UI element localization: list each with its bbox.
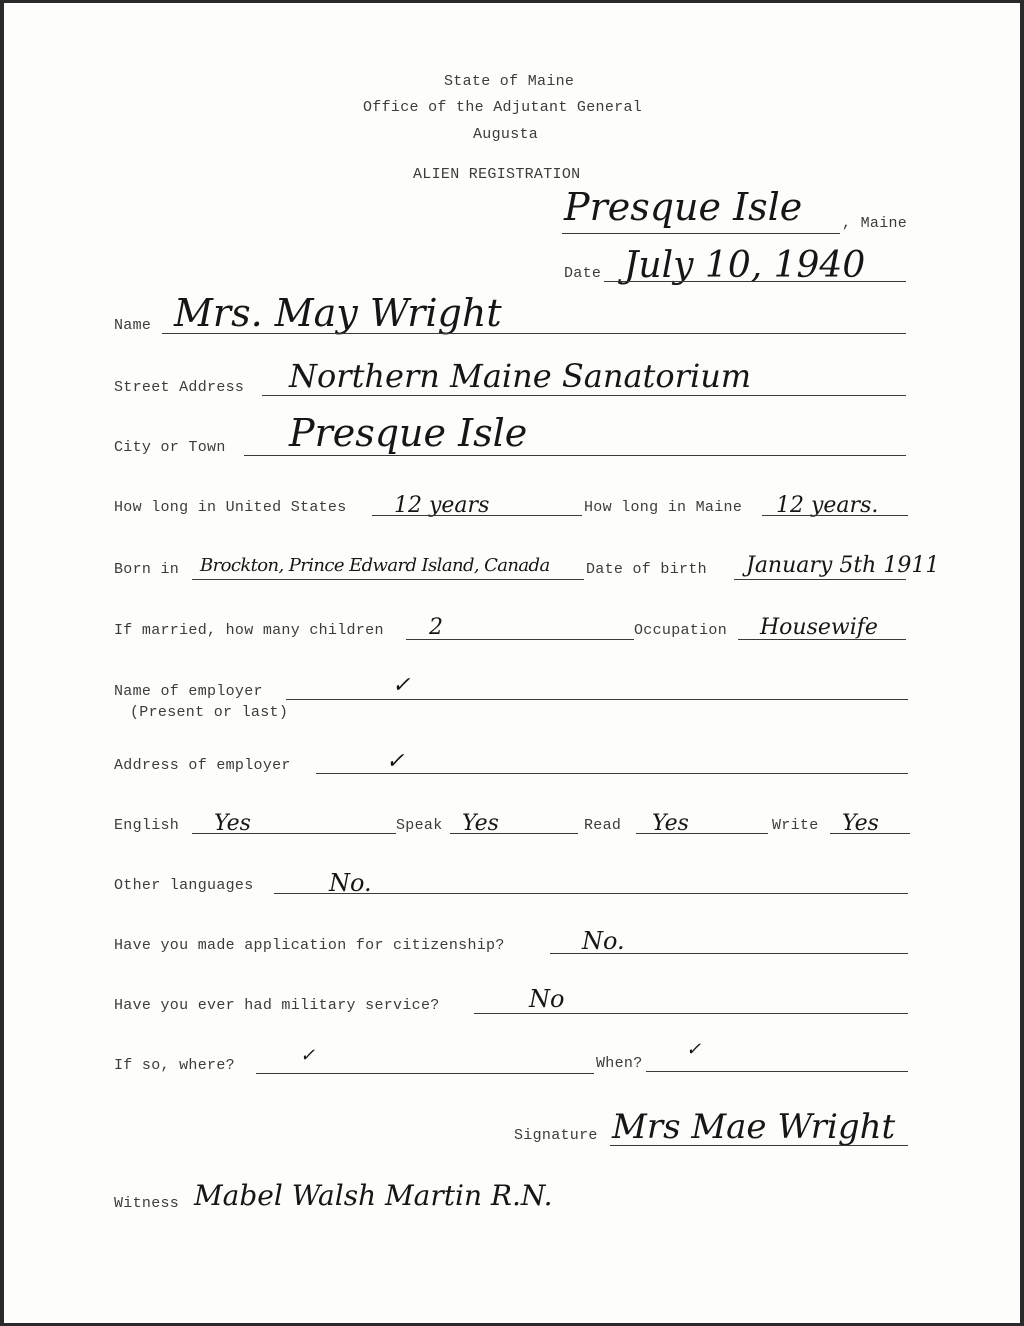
header-state: State of Maine — [444, 73, 575, 90]
birth-date-line — [734, 579, 906, 580]
town-line — [562, 233, 840, 234]
name-value: Mrs. May Wright — [174, 291, 502, 335]
write-value: Yes — [842, 811, 879, 836]
employer-address-line — [316, 773, 908, 774]
street-line — [262, 395, 906, 396]
read-value: Yes — [652, 811, 689, 836]
where-label: If so, where? — [114, 1057, 235, 1074]
write-line — [830, 833, 910, 834]
children-value: 2 — [429, 615, 443, 640]
speak-label: Speak — [396, 817, 443, 834]
employer-label: Name of employer — [114, 683, 263, 700]
date-of-birth-label: Date of birth — [586, 561, 707, 578]
date-line — [604, 281, 906, 282]
employer-check: ✓ — [392, 673, 411, 698]
header-city: Augusta — [473, 126, 539, 143]
occupation-value: Housewife — [760, 615, 878, 640]
occupation-line — [738, 639, 906, 640]
signature-line — [610, 1145, 908, 1146]
how-long-us-label: How long in United States — [114, 499, 347, 516]
date-label: Date — [564, 265, 602, 282]
military-value: No — [529, 985, 565, 1013]
maine-label: , Maine — [842, 215, 908, 232]
city-value: Presque Isle — [289, 411, 528, 455]
when-line — [646, 1071, 908, 1072]
write-label: Write — [772, 817, 819, 834]
military-line — [474, 1013, 908, 1014]
years-maine-line — [762, 515, 908, 516]
years-us-line — [372, 515, 582, 516]
date-value: July 10, 1940 — [624, 245, 866, 286]
city-line — [244, 455, 906, 456]
born-label: Born in — [114, 561, 180, 578]
street-label: Street Address — [114, 379, 245, 396]
employer-sublabel: (Present or last) — [130, 704, 289, 721]
born-line — [192, 579, 584, 580]
citizenship-label: Have you made application for citizenship? — [114, 937, 505, 954]
citizenship-value: No. — [582, 927, 625, 955]
speak-line — [450, 833, 578, 834]
years-us-value: 12 years — [394, 493, 490, 518]
other-languages-value: No. — [329, 869, 372, 897]
name-line — [162, 333, 906, 334]
form-title: ALIEN REGISTRATION — [413, 166, 581, 183]
employer-address-label: Address of employer — [114, 757, 291, 774]
years-maine-value: 12 years. — [776, 493, 879, 518]
born-value: Brockton, Prince Edward Island, Canada — [200, 555, 550, 576]
birth-date-value: January 5th 1911 — [746, 553, 940, 578]
english-value: Yes — [214, 811, 251, 836]
children-label: If married, how many children — [114, 622, 384, 639]
header-office: Office of the Adjutant General — [363, 99, 643, 116]
read-label: Read — [584, 817, 622, 834]
english-label: English — [114, 817, 180, 834]
street-value: Northern Maine Sanatorium — [289, 357, 752, 395]
children-line — [406, 639, 634, 640]
witness-label: Witness — [114, 1195, 180, 1212]
where-check: ✓ — [300, 1045, 316, 1066]
witness-value: Mabel Walsh Martin R.N. — [194, 1179, 553, 1212]
when-check: ✓ — [686, 1039, 702, 1060]
citizenship-line — [550, 953, 908, 954]
occupation-label: Occupation — [634, 622, 728, 639]
read-line — [636, 833, 768, 834]
employer-line — [286, 699, 908, 700]
other-languages-label: Other languages — [114, 877, 254, 894]
signature-value: Mrs Mae Wright — [612, 1107, 896, 1147]
where-line — [256, 1073, 594, 1074]
registration-form — [4, 3, 1020, 1323]
name-label: Name — [114, 317, 152, 334]
speak-value: Yes — [462, 811, 499, 836]
town-value: Presque Isle — [564, 185, 803, 229]
other-languages-line — [274, 893, 908, 894]
military-label: Have you ever had military service? — [114, 997, 440, 1014]
how-long-maine-label: How long in Maine — [584, 499, 743, 516]
when-label: When? — [596, 1055, 643, 1072]
city-label: City or Town — [114, 439, 226, 456]
signature-label: Signature — [514, 1127, 598, 1144]
english-line — [192, 833, 396, 834]
employer-address-check: ✓ — [386, 749, 405, 774]
